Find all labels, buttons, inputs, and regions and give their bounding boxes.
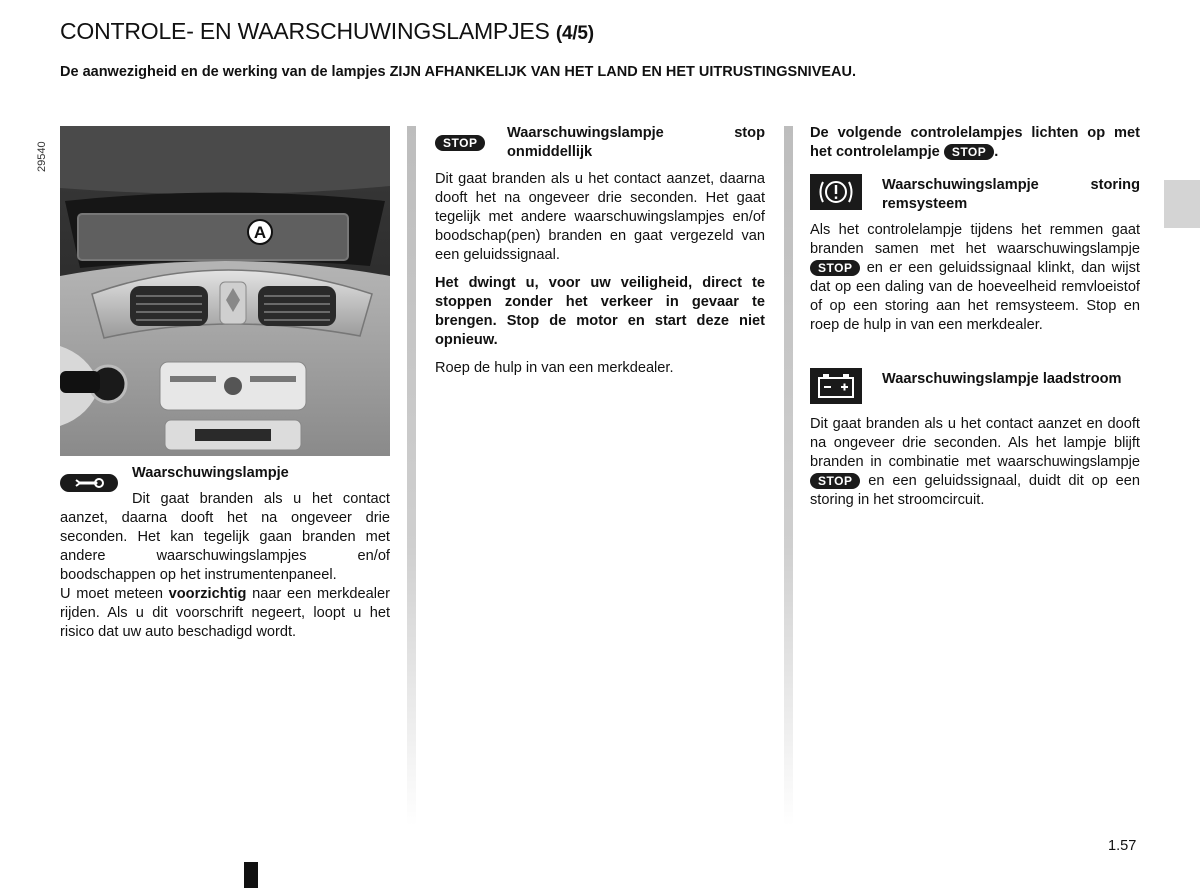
battery-icon-box <box>810 368 862 404</box>
column-divider-2 <box>784 126 793 826</box>
service-warning-p2 <box>60 585 390 642</box>
stop-warning-p3: Roep de hulp in van een merkdealer. <box>435 360 674 376</box>
column-3 <box>810 124 1140 508</box>
callout-label: A <box>253 223 267 242</box>
brake-icon-box <box>810 174 862 210</box>
service-warning-body <box>60 490 390 651</box>
brake-text-b: en er een geluidssignaal klinkt, dan wijst dat op een daling van de hoeveelheid remvloeistof of op een storing aan het remsysteem. Stop en roep de hulp in van een merkdealer. <box>810 260 1140 333</box>
charge-warning-heading: Waarschuwingslampje laadstroom <box>882 371 1122 387</box>
service-warning-heading: Waarschuwingslampje <box>132 465 289 481</box>
charge-warning-body <box>810 415 1140 519</box>
title-page-ref: (4/5) <box>555 23 594 44</box>
brake-text-a: Als het controlelampje tijdens het remmen gaat branden samen met het waarschuwingslampje <box>810 222 1140 257</box>
col3-intro <box>810 124 1140 162</box>
brake-warning-text <box>810 221 1140 335</box>
dashboard-illustration <box>60 126 390 456</box>
stop-badge-col2 <box>435 134 485 152</box>
photo-ref-number: 29540 <box>36 141 48 172</box>
bottom-marker <box>244 862 258 888</box>
page-title <box>60 18 594 45</box>
page-subtitle: De aanwezigheid en de werking van de lampjes ZIJN AFHANKELIJK VAN HET LAND EN HET UITRUSTINGSNIVEAU. <box>60 64 857 80</box>
title-text: CONTROLE- EN WAARSCHUWINGSLAMPJES <box>60 18 550 44</box>
charge-text-b: en een geluidssignaal, duidt dit op een storing in het stroomcircuit. <box>810 473 1140 508</box>
stop-warning-p2: Het dwingt u, voor uw veiligheid, direct te stoppen zonder het verkeer in gevaar te brengen. Stop de motor en start deze niet opnieuw. <box>435 275 765 348</box>
brake-warning-body <box>810 221 1140 344</box>
stop-icon: STOP <box>810 473 860 489</box>
stop-icon: STOP <box>810 260 860 276</box>
chapter-tab <box>1164 180 1200 228</box>
p2-emphasis: voorzichtig <box>168 586 247 602</box>
stop-warning-body <box>435 170 765 387</box>
col3-intro-text: De volgende controlelampjes lichten op met het controlelampje <box>810 125 1140 160</box>
page-number: 1.57 <box>1108 838 1137 854</box>
stop-icon: STOP <box>435 135 485 151</box>
charge-text-a: Dit gaat branden als u het contact aanzet en dooft na ongeveer drie seconden. Als het lampje blijft branden in combinatie met waarschuwingslampje <box>810 416 1140 470</box>
dashboard-photo <box>60 126 390 456</box>
brake-warning-heading: Waarschuwingslampje storing remsysteem <box>882 177 1140 212</box>
charge-warning-text <box>810 415 1140 510</box>
p2-text-a: U moet meteen <box>60 586 169 602</box>
service-warning-p1: Dit gaat branden als u het contact aanzet, daarna dooft het na ongeveer drie seconden. Het kan tegelijk gaan branden met andere waarschuwingslampjes en/of boodschappen op het instrumentenpaneel. <box>60 491 390 583</box>
p2-text-b: naar een merkdealer rijden. Als u dit voorschrift negeert, loopt u het risico dat uw auto beschadigd wordt. <box>60 586 390 640</box>
stop-warning-p1: Dit gaat branden als u het contact aanzet, daarna dooft het na ongeveer drie seconden. Het gaat tegelijk met andere waarschuwingslampjes en/of boodschap(pen) branden en gaat vergezeld van een geluidssignaal. <box>435 171 765 263</box>
col3-intro-end: . <box>994 144 999 160</box>
stop-warning-heading: Waarschuwingslampje stop onmiddellijk <box>507 125 765 160</box>
battery-icon <box>810 368 862 404</box>
brake-warning-icon <box>810 174 862 210</box>
stop-icon: STOP <box>944 144 994 160</box>
column-divider-1 <box>407 126 416 826</box>
